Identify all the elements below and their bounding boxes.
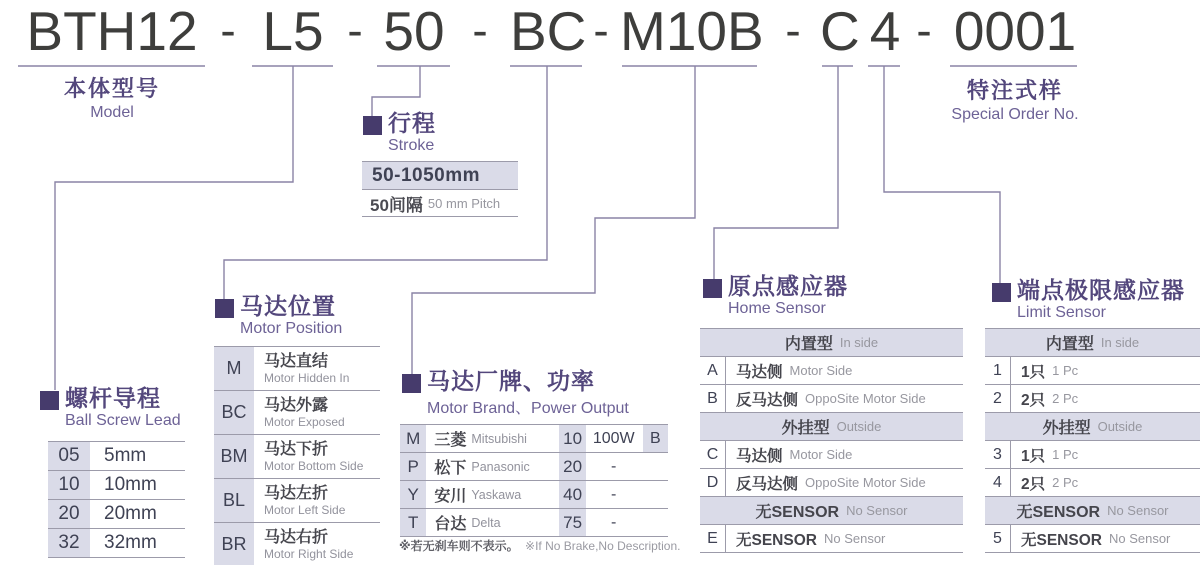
table-row xyxy=(400,425,668,453)
home-sensor-section-header xyxy=(703,273,848,318)
sensor-en: 2 Pc xyxy=(1052,475,1079,490)
section-bullet-icon xyxy=(992,283,1011,302)
model-label-en: Model xyxy=(90,104,134,121)
table-row xyxy=(214,523,380,565)
table-row xyxy=(985,525,1200,553)
lead-code: 32 xyxy=(48,529,90,557)
table-group-header xyxy=(700,329,963,357)
table-row xyxy=(985,469,1200,497)
stroke-table xyxy=(362,161,518,217)
stroke-section-header xyxy=(363,110,436,155)
motor-brand-table xyxy=(400,424,668,537)
stroke-title-en: Stroke xyxy=(388,137,435,155)
table-row xyxy=(48,500,185,529)
section-bullet-icon xyxy=(215,299,234,318)
sensor-code: A xyxy=(707,361,718,379)
table-group-header xyxy=(700,413,963,441)
table-group-header xyxy=(985,329,1200,357)
lead-value: 32mm xyxy=(104,532,157,553)
home-sensor-table xyxy=(700,328,963,553)
brand-zh: 三菱 xyxy=(434,432,467,449)
sensor-code: D xyxy=(706,473,719,491)
model-separator: - xyxy=(472,4,488,56)
power-value: 100W xyxy=(592,429,635,447)
position-zh: 马达直结 xyxy=(264,353,329,371)
home-sensor-title-zh: 原点感应器 xyxy=(728,273,848,299)
table-row xyxy=(700,441,963,469)
stroke-pitch-zh: 50间隔 xyxy=(370,195,423,215)
section-bullet-icon xyxy=(363,116,382,135)
sensor-zh: 2只 xyxy=(1021,475,1046,493)
lead-value: 5mm xyxy=(104,445,147,466)
model-separator: - xyxy=(916,4,932,56)
model-segment-special-order: 0001 xyxy=(953,0,1077,62)
ball-screw-title-zh: 螺杆导程 xyxy=(65,385,161,411)
section-bullet-icon xyxy=(402,374,421,393)
ball-screw-section-header xyxy=(40,385,181,430)
position-zh: 马达下折 xyxy=(264,441,329,459)
power-code: 10 xyxy=(559,425,585,452)
brake-note xyxy=(399,537,680,554)
table-group-header xyxy=(700,497,963,525)
group-en: No Sensor xyxy=(846,503,908,518)
position-en: Motor Left Side xyxy=(264,502,346,517)
position-code: BM xyxy=(214,435,254,478)
table-row xyxy=(985,357,1200,385)
limit-sensor-title-en: Limit Sensor xyxy=(1017,304,1106,322)
sensor-zh: 无SENSOR xyxy=(736,531,817,549)
group-en: Outside xyxy=(1097,419,1143,434)
special-order-label-zh: 特注式样 xyxy=(966,78,1063,103)
limit-sensor-section-header xyxy=(992,277,1185,322)
brand-en: Yaskawa xyxy=(471,487,522,502)
table-row xyxy=(700,525,963,553)
model-segment-lead: L5 xyxy=(262,0,324,62)
power-code: 75 xyxy=(559,509,585,536)
position-en: Motor Exposed xyxy=(264,414,345,429)
model-segment-home-sensor: C xyxy=(820,0,860,62)
sensor-code: B xyxy=(707,389,718,407)
table-row xyxy=(985,441,1200,469)
model-segment-motor-position: BC xyxy=(510,0,587,62)
sensor-zh: 反马达侧 xyxy=(736,391,799,409)
position-zh: 马达右折 xyxy=(264,529,329,547)
stroke-pitch-en: 50 mm Pitch xyxy=(427,195,501,211)
power-code: 40 xyxy=(559,481,585,508)
sensor-zh: 马达侧 xyxy=(736,447,783,465)
power-value: - xyxy=(611,457,617,475)
model-separator: - xyxy=(220,4,236,56)
stroke-range: 50-1050mm xyxy=(362,162,518,190)
ball-screw-table xyxy=(48,441,185,558)
power-value: - xyxy=(611,513,617,531)
table-row xyxy=(400,509,668,537)
model-segment-stroke: 50 xyxy=(383,0,445,62)
brake-code: B xyxy=(643,425,668,452)
power-value: - xyxy=(611,485,617,503)
group-zh: 外挂型 xyxy=(781,420,830,437)
table-row xyxy=(48,442,185,471)
table-row xyxy=(214,347,380,391)
sensor-zh: 无SENSOR xyxy=(1021,531,1102,549)
table-row xyxy=(400,481,668,509)
sensor-code: 2 xyxy=(993,389,1002,407)
lead-code: 10 xyxy=(48,471,90,499)
motor-position-section-header xyxy=(215,293,342,338)
model-label xyxy=(18,72,206,122)
position-code: M xyxy=(214,347,254,390)
position-zh: 马达左折 xyxy=(264,485,329,503)
brand-code: Y xyxy=(400,481,426,508)
sensor-code: 1 xyxy=(993,361,1002,379)
sensor-en: 1 Pc xyxy=(1052,447,1079,462)
sensor-en: Motor Side xyxy=(789,363,853,378)
brand-en: Delta xyxy=(471,515,501,530)
motor-position-title-en: Motor Position xyxy=(240,320,343,338)
table-group-header xyxy=(985,497,1200,525)
sensor-code: C xyxy=(706,445,719,463)
group-zh: 内置型 xyxy=(784,336,833,353)
position-code: BC xyxy=(214,391,254,434)
brand-en: Panasonic xyxy=(471,459,530,474)
table-row xyxy=(700,385,963,413)
position-code: BL xyxy=(214,479,254,522)
table-row xyxy=(214,435,380,479)
brake-code xyxy=(643,453,668,480)
brand-zh: 台达 xyxy=(434,516,467,533)
group-en: In side xyxy=(1100,335,1140,350)
motor-brand-title-zh: 马达厂牌、功率 xyxy=(427,368,595,394)
position-en: Motor Hidden In xyxy=(264,370,350,385)
table-row xyxy=(214,391,380,435)
table-row xyxy=(700,469,963,497)
brake-note-en: ※If No Brake,No Description. xyxy=(525,539,681,553)
brand-zh: 松下 xyxy=(434,460,467,477)
position-en: Motor Right Side xyxy=(264,546,354,561)
lead-value: 20mm xyxy=(104,503,157,524)
table-group-header xyxy=(985,413,1200,441)
stroke-title-zh: 行程 xyxy=(388,110,436,136)
model-segment-brand-power: M10B xyxy=(620,0,764,62)
brand-en: Mitsubishi xyxy=(471,431,527,446)
sensor-code: 3 xyxy=(993,445,1002,463)
model-label-zh: 本体型号 xyxy=(63,76,160,101)
sensor-zh: 马达侧 xyxy=(736,363,783,381)
table-row xyxy=(48,471,185,500)
table-row xyxy=(985,385,1200,413)
limit-sensor-title-zh: 端点极限感应器 xyxy=(1017,277,1185,303)
group-zh: 无SENSOR xyxy=(1016,504,1101,521)
brand-zh: 安川 xyxy=(434,488,467,505)
sensor-en: OppoSite Motor Side xyxy=(805,391,926,406)
position-en: Motor Bottom Side xyxy=(264,458,364,473)
power-code: 20 xyxy=(559,453,585,480)
lead-code: 20 xyxy=(48,500,90,528)
ball-screw-title-en: Ball Screw Lead xyxy=(65,412,181,430)
sensor-en: Motor Side xyxy=(789,447,853,462)
group-zh: 内置型 xyxy=(1045,336,1094,353)
sensor-en: OppoSite Motor Side xyxy=(805,475,926,490)
limit-sensor-table xyxy=(985,328,1200,553)
sensor-en: No Sensor xyxy=(1108,531,1171,546)
brand-code: T xyxy=(400,509,426,536)
model-separator: - xyxy=(347,4,363,56)
stroke-pitch xyxy=(362,190,518,217)
position-code: BR xyxy=(214,523,254,565)
brand-code: M xyxy=(400,425,426,452)
sensor-code: 5 xyxy=(993,529,1002,547)
table-row xyxy=(48,529,185,558)
sensor-zh: 2只 xyxy=(1021,391,1046,409)
sensor-code: 4 xyxy=(993,473,1002,491)
table-row xyxy=(214,479,380,523)
section-bullet-icon xyxy=(40,391,59,410)
table-row xyxy=(400,453,668,481)
position-zh: 马达外露 xyxy=(264,397,329,415)
motor-position-table xyxy=(214,346,380,565)
brand-code: P xyxy=(400,453,426,480)
sensor-zh: 反马达侧 xyxy=(736,475,799,493)
group-zh: 无SENSOR xyxy=(755,504,840,521)
sensor-zh: 1只 xyxy=(1021,363,1046,381)
lead-value: 10mm xyxy=(104,474,157,495)
model-segment-model: BTH12 xyxy=(26,0,198,62)
special-order-label xyxy=(948,74,1082,124)
brake-note-zh: ※若无刹车则不表示。 xyxy=(399,539,519,553)
section-bullet-icon xyxy=(703,279,722,298)
model-separator: - xyxy=(785,4,801,56)
group-en: No Sensor xyxy=(1107,503,1169,518)
group-en: Outside xyxy=(836,419,882,434)
sensor-zh: 1只 xyxy=(1021,447,1046,465)
model-separator: - xyxy=(593,4,609,56)
model-segment-limit-sensor: 4 xyxy=(869,0,901,62)
sensor-en: 2 Pc xyxy=(1052,391,1079,406)
special-order-label-en: Special Order No. xyxy=(951,106,1079,123)
sensor-en: No Sensor xyxy=(823,531,886,546)
brake-code xyxy=(643,481,668,508)
motor-position-title-zh: 马达位置 xyxy=(240,293,336,319)
brake-code xyxy=(643,509,668,536)
table-row xyxy=(700,357,963,385)
sensor-code: E xyxy=(707,529,718,547)
sensor-en: 1 Pc xyxy=(1052,363,1079,378)
motor-brand-title-en: Motor Brand、Power Output xyxy=(427,400,629,418)
lead-code: 05 xyxy=(48,442,90,470)
motor-brand-section-header xyxy=(402,368,629,418)
group-zh: 外挂型 xyxy=(1042,420,1091,437)
group-en: In side xyxy=(839,335,879,350)
home-sensor-title-en: Home Sensor xyxy=(728,300,826,318)
